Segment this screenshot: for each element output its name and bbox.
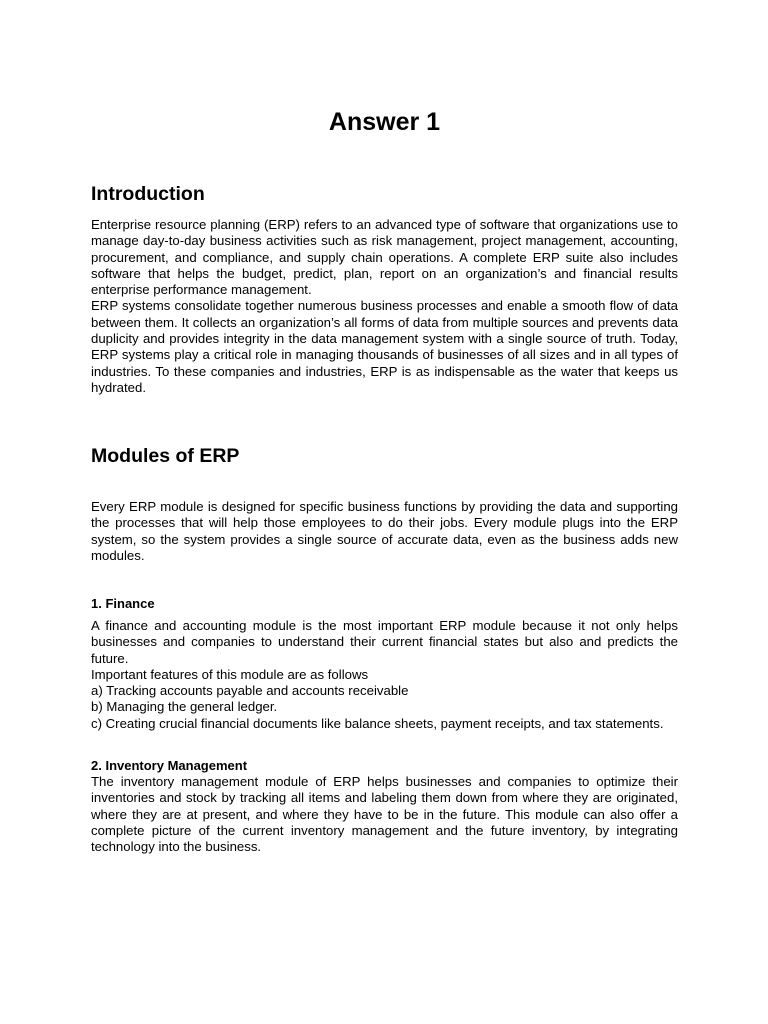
modules-intro-block	[91, 499, 678, 564]
introduction-paragraph-1: Enterprise resource planning (ERP) refers to an advanced type of software that organizations use to manage day-to-day business activities such as risk management, project management, accounting, procurement, and compliance, and supply chain operations. A complete ERP suite also includes software that helps the budget, predict, plan, report on an organization’s and financial results enterprise performance management.	[91, 217, 678, 298]
finance-feature-c: c) Creating crucial financial documents like balance sheets, payment receipts, and tax statements.	[91, 715, 664, 731]
introduction-body	[91, 217, 678, 396]
inventory-paragraph: The inventory management module of ERP helps businesses and companies to optimize their inventories and stock by tracking all items and labeling them down from where they are originated, where they are at present, and where they have to be in the future. This module can also offer a complete picture of the current inventory management and the future inventory, by integrating technology into the business.	[91, 774, 678, 855]
finance-paragraph: A finance and accounting module is the most important ERP module because it not only helps businesses and companies to understand their current financial states but also and predicts the future.	[91, 618, 678, 666]
modules-heading: Modules of ERP	[91, 445, 240, 467]
document-title: Answer 1	[328, 108, 441, 136]
finance-feature-a: a) Tracking accounts payable and accounts receivable	[91, 683, 409, 699]
inventory-body	[91, 774, 678, 855]
finance-feature-b: b) Managing the general ledger.	[91, 699, 278, 715]
finance-heading: 1. Finance	[91, 596, 155, 611]
modules-intro-paragraph: Every ERP module is designed for specific business functions by providing the data and supporting the processes that will help those employees to do their jobs. Every module plugs into the ERP system, so the system provides a single source of accurate data, even as the business adds new modules.	[91, 499, 678, 563]
finance-body	[91, 618, 678, 732]
introduction-paragraph-2: ERP systems consolidate together numerous business processes and enable a smooth flow of data between them. It collects an organization’s all forms of data from multiple sources and prevents data duplicity and provides integrity in the data management system with a single source of truth. Today, ERP systems play a critical role in managing thousands of businesses of all sizes and in all types of industries. To these companies and industries, ERP is as indispensable as the water that keeps us hydrated.	[91, 298, 678, 395]
finance-features-intro: Important features of this module are as follows	[91, 666, 369, 682]
inventory-heading: 2. Inventory Management	[91, 758, 248, 773]
introduction-heading: Introduction	[91, 183, 205, 205]
